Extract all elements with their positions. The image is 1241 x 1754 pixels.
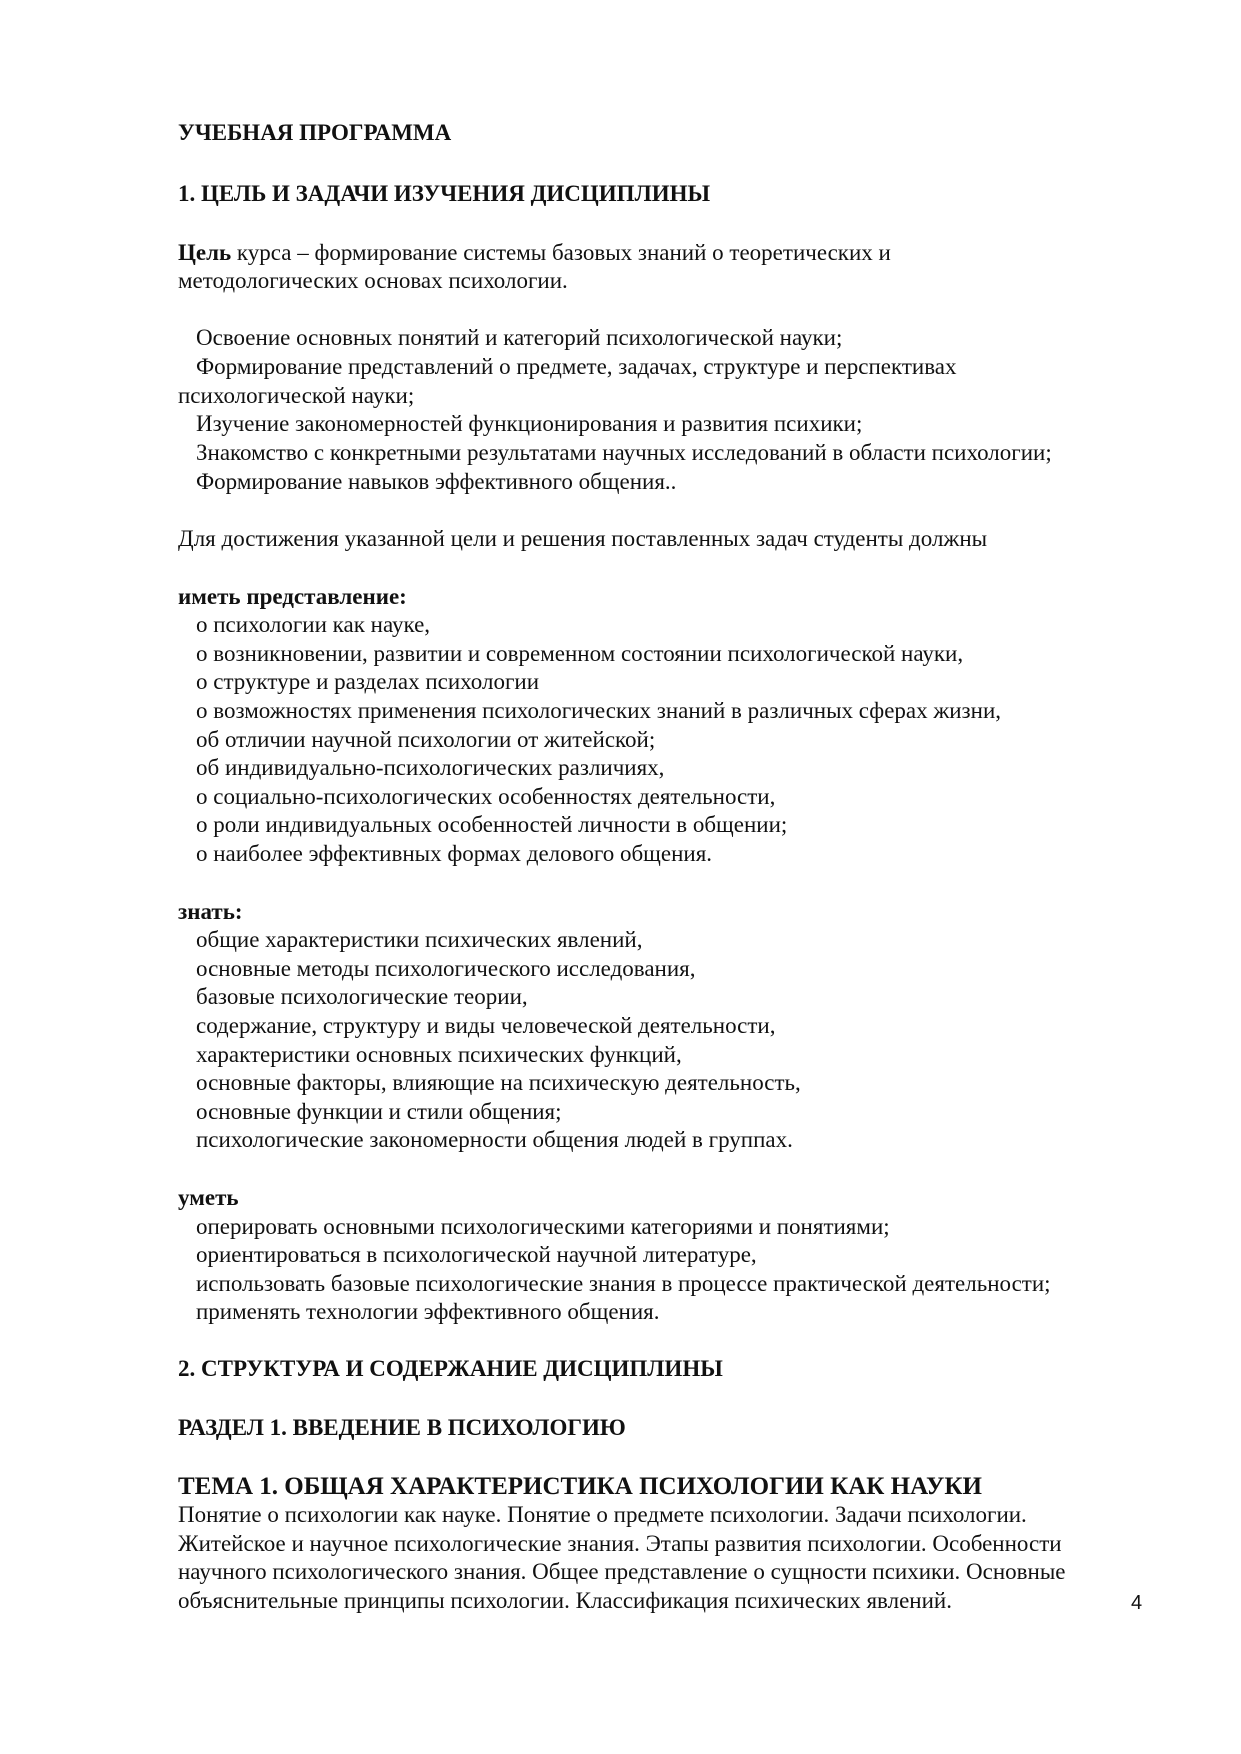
- be-able-label: уметь: [178, 1185, 239, 1210]
- task-item: Формирование представлений о предмете, задачах, структуре и перспективах: [196, 354, 957, 379]
- list-item: основные факторы, влияющие на психическую деятельность,: [196, 1070, 801, 1095]
- topic-text-line: Понятие о психологии как науке. Понятие о предмете психологии. Задачи психологии.: [178, 1502, 1027, 1527]
- part-1-heading: РАЗДЕЛ 1. ВВЕДЕНИЕ В ПСИХОЛОГИЮ: [178, 1415, 626, 1440]
- list-item: основные функции и стили общения;: [196, 1099, 562, 1124]
- list-item: оперировать основными психологическими категориями и понятиями;: [196, 1214, 890, 1239]
- list-item: использовать базовые психологические знания в процессе практической деятельности;: [196, 1271, 1051, 1296]
- task-item-continuation: психологической науки;: [178, 383, 415, 408]
- list-item: о структуре и разделах психологии: [196, 669, 540, 694]
- list-item: общие характеристики психических явлений,: [196, 927, 643, 952]
- list-item: об отличии научной психологии от житейской;: [196, 727, 656, 752]
- list-item: о наиболее эффективных формах делового общения.: [196, 841, 713, 866]
- list-item: базовые психологические теории,: [196, 984, 528, 1009]
- page-number: 4: [1131, 1592, 1143, 1614]
- section-1-heading: 1. ЦЕЛЬ И ЗАДАЧИ ИЗУЧЕНИЯ ДИСЦИПЛИНЫ: [178, 181, 711, 206]
- list-item: об индивидуально-психологических различиях,: [196, 755, 665, 780]
- task-item: Знакомство с конкретными результатами научных исследований в области психологии;: [196, 440, 1052, 465]
- task-item: Формирование навыков эффективного общения..: [196, 469, 677, 494]
- topic-text-line: Житейское и научное психологические знания. Этапы развития психологии. Особенности: [178, 1531, 1062, 1556]
- requirements-intro: Для достижения указанной цели и решения поставленных задач студенты должны: [178, 526, 988, 551]
- list-item: психологические закономерности общения людей в группах.: [196, 1127, 793, 1152]
- goal-text: курса – формирование системы базовых знаний о теоретических и: [231, 240, 891, 265]
- task-item: Освоение основных понятий и категорий психологической науки;: [196, 325, 843, 350]
- list-item: характеристики основных психических функций,: [196, 1042, 682, 1067]
- list-item: о психологии как науке,: [196, 612, 431, 637]
- topic-text-line: научного психологического знания. Общее представление о сущности психики. Основные: [178, 1559, 1066, 1584]
- topic-1-heading: ТЕМА 1. ОБЩАЯ ХАРАКТЕРИСТИКА ПСИХОЛОГИИ КАК НАУКИ: [178, 1473, 982, 1500]
- task-item: Изучение закономерностей функционирования и развития психики;: [196, 411, 863, 436]
- have-idea-label: иметь представление:: [178, 584, 407, 609]
- document-title: УЧЕБНАЯ ПРОГРАММА: [178, 120, 452, 145]
- list-item: применять технологии эффективного общения.: [196, 1299, 660, 1324]
- list-item: о роли индивидуальных особенностей личности в общении;: [196, 812, 788, 837]
- topic-text-line: объяснительные принципы психологии. Классификация психических явлений.: [178, 1588, 952, 1613]
- list-item: о возникновении, развитии и современном состоянии психологической науки,: [196, 641, 964, 666]
- goal-paragraph-line-1: [178, 238, 891, 267]
- list-item: о социально-психологических особенностях деятельности,: [196, 784, 776, 809]
- goal-paragraph-line-2: методологических основах психологии.: [178, 268, 568, 293]
- list-item: ориентироваться в психологической научной литературе,: [196, 1242, 757, 1267]
- list-item: о возможностях применения психологических знаний в различных сферах жизни,: [196, 698, 1002, 723]
- section-2-heading: 2. СТРУКТУРА И СОДЕРЖАНИЕ ДИСЦИПЛИНЫ: [178, 1356, 723, 1381]
- list-item: основные методы психологического исследования,: [196, 956, 696, 981]
- goal-label: Цель: [178, 240, 232, 265]
- know-label: знать:: [178, 899, 243, 924]
- list-item: содержание, структуру и виды человеческой деятельности,: [196, 1013, 776, 1038]
